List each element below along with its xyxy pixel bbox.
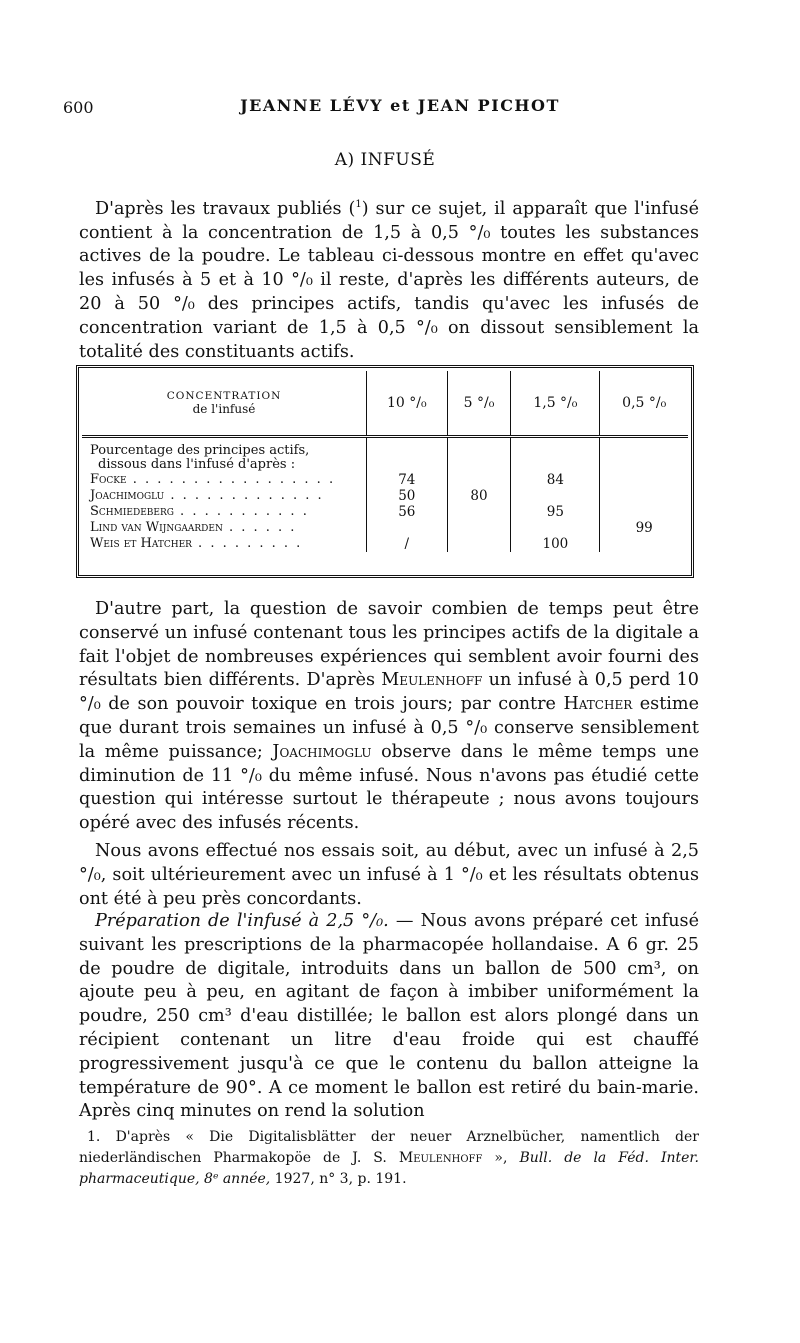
table-cell: 50 (367, 488, 448, 504)
table-header-col-0-5: 0,5 °/₀ (600, 371, 688, 437)
table-cell: 84 (511, 472, 600, 488)
footnote (79, 1127, 699, 1190)
table-cell (447, 472, 511, 488)
table-row: Schmiedeberg . . . . . . . . . . . 56 95 (82, 504, 688, 520)
table-cell (447, 520, 511, 536)
table-cell: 99 (600, 520, 688, 536)
section-heading: A) INFUSÉ (334, 150, 436, 170)
table-row: Weis et Hatcher . . . . . . . . . / 100 (82, 536, 688, 552)
footnote-text-a: 1. D'après « Die Digitalisblätter der neuer Arznelbücher, namentlich der niederländischen Pharmakopöe de J. S. (79, 1129, 699, 1166)
author-name: Meulenhoff (381, 670, 483, 691)
paragraph-conservation-text-b: un infusé à 0,5 perd 10 °/₀ de son pouvoir toxique en trois jours; par contre (79, 670, 699, 715)
concentration-table (82, 371, 688, 552)
paragraph-preparation-text: Nous avons préparé cet infusé suivant les prescriptions de la pharmacopée hollandaise. A 6 gr. 25 de poudre de digitale, introduits dans un ballon de 500 cm³, on ajoute peu à peu, en agitant de façon à imbiber uniformément la poudre, 250 cm³ d'eau distillée; le ballon est alors plongé dans un récipient contenant un litre d'eau froide qui est chauffé progressivement jusqu'à ce que le contenu du ballon atteigne la température de 90°. A ce moment le ballon est retiré du bain-marie. Après cinq minutes on rend la solution (79, 911, 699, 1122)
page-number: 600 (63, 98, 94, 117)
paragraph-preparation (79, 910, 699, 1124)
table-cell (447, 504, 511, 520)
table-lead-line2: dissous dans l'infusé d'après : (98, 457, 296, 472)
preparation-dash: — (388, 911, 421, 931)
paragraph-conservation-text-a: D'autre part, la question de savoir combien de temps peut être conservé un infusé contenant tous les principes actifs de la digitale a fait l'objet de nombreuses expériences qui semblent avoir fourni des résultats bien différents. D'après (79, 599, 699, 691)
table-header-col-5: 5 °/₀ (447, 371, 511, 437)
author-name: Hatcher (563, 694, 633, 715)
table-cell: 95 (511, 504, 600, 520)
table-cell: 100 (511, 536, 600, 552)
table-lead-line1: Pourcentage des principes actifs, (90, 443, 310, 458)
paragraph-essais (79, 840, 699, 911)
paragraph-conservation (79, 598, 699, 836)
table-header-row (82, 371, 688, 437)
table-header-col-1-5: 1,5 °/₀ (511, 371, 600, 437)
running-title: JEANNE LÉVY et JEAN PICHOT (240, 96, 560, 115)
table-header-concentration (82, 371, 367, 437)
table-header-col-10: 10 °/₀ (367, 371, 448, 437)
table-cell (600, 488, 688, 504)
table-row: Joachimoglu . . . . . . . . . . . . . 50 80 (82, 488, 688, 504)
paragraph-conservation-text-d: observe dans le même temps une diminution de 11 °/₀ du même infusé. Nous n'avons pas étudié cette question qui intéresse surtout le thérapeute ; nous avons toujours opéré avec des infusés récents. (79, 741, 699, 834)
table-row: Focke . . . . . . . . . . . . . . . . . 74 84 (82, 472, 688, 488)
footnote-text-c: 1927, n° 3, p. 191. (270, 1171, 407, 1187)
table-row-author: Focke (90, 472, 127, 487)
table-header-label-line2: de l'infusé (192, 402, 256, 416)
footnote-journal: Bull. de la Féd. Inter. pharmaceutique, 8ᵉ année, (79, 1150, 700, 1187)
table-header-label-line1: CONCENTRATION (166, 390, 282, 402)
table-cell: 80 (447, 488, 511, 504)
table-cell (600, 472, 688, 488)
paragraph-intro-text-b: ) sur ce sujet, il apparaît que l'infusé contient à la concentration de 1,5 à 0,5 °/₀ toutes les substances actives de la poudre. Le tableau ci-dessous montre en effet qu'avec les infusés à 5 et à 10 °/₀ il reste, d'après les différents auteurs, de 20 à 50 °/₀ des principes actifs, tandis qu'avec les infusés de concentration variant de 1,5 à 0,5 °/₀ on dissout sensiblement la totalité des constituants actifs. (79, 198, 699, 362)
paragraph-conservation-text-c: estime que durant trois semaines un infusé à 0,5 °/₀ conserve sensiblement la même puissance; (79, 694, 700, 762)
table-cell (600, 504, 688, 520)
table-cell: / (367, 536, 448, 552)
preparation-heading: Préparation de l'infusé à 2,5 °/₀. (95, 911, 389, 931)
table-cell (367, 520, 448, 536)
footnote-author: Meulenhoff (398, 1150, 483, 1166)
table-cell (447, 536, 511, 552)
table-cell (511, 488, 600, 504)
table-cell (600, 536, 688, 552)
footnote-ref: 1 (355, 199, 362, 210)
table-row-author: Schmiedeberg (90, 504, 174, 519)
table-row-author: Joachimoglu (90, 488, 165, 503)
table-lead-row (82, 458, 688, 472)
paragraph-essais-text: Nous avons effectué nos essais soit, au début, avec un infusé à 2,5 °/₀, soit ultérieurement avec un infusé à 1 °/₀ et les résultats obtenus ont été à peu près concordants. (79, 841, 699, 909)
table-lead-row (82, 444, 688, 458)
paragraph-intro (79, 193, 699, 364)
table-row: Lind van Wijngaarden . . . . . . 99 (82, 520, 688, 536)
author-name: Joachimoglu (272, 741, 372, 762)
table-cell: 56 (367, 504, 448, 520)
table-cell (511, 520, 600, 536)
table-row-author: Weis et Hatcher (90, 536, 192, 551)
table-row-author: Lind van Wijngaarden (90, 520, 223, 535)
table-cell: 74 (367, 472, 448, 488)
paragraph-intro-text-a: D'après les travaux publiés ( (95, 198, 356, 219)
footnote-text-b: », (482, 1150, 520, 1166)
